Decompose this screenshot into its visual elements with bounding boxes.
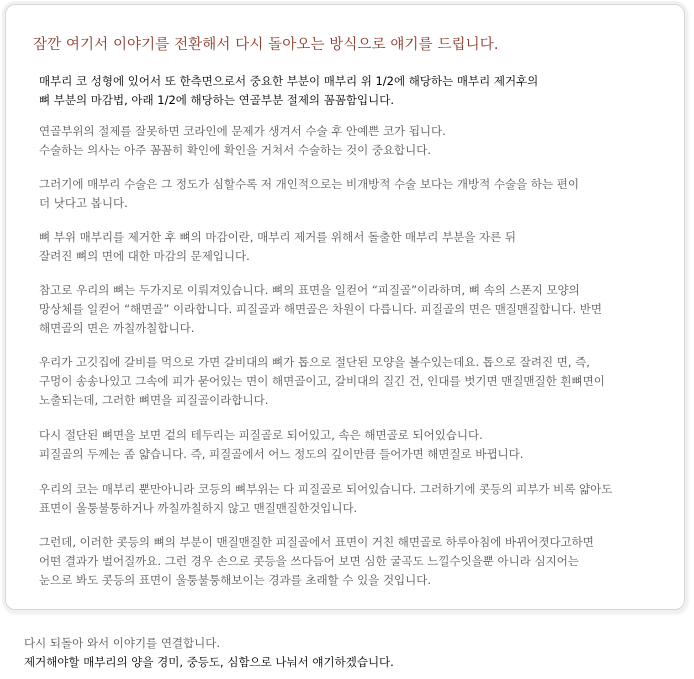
- paragraph-line: 노출되는데, 그러한 뼈면을 피질골이라합니다.: [39, 393, 269, 407]
- paragraph-rib-example: [39, 353, 605, 410]
- paragraph-line: 해면골의 면은 까칠까칠합니다.: [39, 321, 195, 335]
- paragraph-consequence: [39, 533, 594, 590]
- paragraph-line: 그런데, 이러한 콧등의 뼈의 부분이 맨질맨질한 피질골에서 표면이 거친 해면골로 하루아침에 바뀌어졋다고하면: [39, 535, 594, 549]
- paragraph-line: 망상체를 일컫어 “해면골” 이라합니다. 피질골과 해면골은 차원이 다릅니다. 피질골의 면은 맨질맨질합니다. 반면: [39, 302, 602, 316]
- paragraph-line: 다시 절단된 뼈면을 보면 겉의 테두리는 피질골로 되어있고, 속은 해면골로 되어있습니다.: [39, 428, 483, 442]
- paragraph-line: 잘려진 뼈의 면에 대한 마감의 문제입니다.: [39, 249, 250, 263]
- paragraph-line: 더 낫다고 봅니다.: [39, 196, 128, 210]
- paragraph-line: 우리가 고깃집에 갈비를 먹으로 가면 갈비대의 뼈가 톱으로 절단된 모양을 볼수있는데요. 톱으로 잘려진 면, 즉,: [39, 355, 590, 369]
- paragraph-line: 어떤 결과가 벌어질까요. 그런 경우 손으로 콧등을 쓰다듬어 보면 심한 굴곡도 느낄수잇을뿐 아니라 심지어는: [39, 554, 579, 568]
- paragraph-cartilage-resection: [39, 122, 446, 160]
- intro-line: 뼈 부분의 마감법, 아래 1/2에 해당하는 연골부분 절제의 꼼꼼함입니다.: [39, 93, 395, 107]
- card-title: 잠깐 여기서 이야기를 전환해서 다시 돌아오는 방식으로 얘기를 드립니다.: [33, 37, 499, 53]
- paragraph-line: 연골부위의 절제를 잘못하면 코라인에 문제가 생겨서 수술 후 안예쁜 코가 됩니다.: [39, 124, 446, 138]
- paragraph-nasal-bone: [39, 480, 612, 518]
- paragraph-line: 수술하는 의사는 아주 꼼꼼히 확인에 확인을 거쳐서 수술하는 것이 중요합니다.: [39, 143, 432, 157]
- paragraph-line: 구멍이 송송나있고 그속에 피가 묻어있는 면이 해면골이고, 갈비대의 질긴 건, 인대를 벗기면 맨질맨질한 흰뼈면이: [39, 374, 605, 388]
- content-card: [5, 4, 685, 610]
- paragraph-line: 참고로 우리의 뼈는 두가지로 이뤄져있습니다. 뼈의 표면을 일컫어 “피질골”이라하며, 뼈 속의 스폰지 모양의: [39, 283, 580, 297]
- paragraph-cut-surface: [39, 426, 523, 464]
- footer-line-summary: 제거해야할 매부리의 양을 경미, 중등도, 심함으로 나눠서 얘기하겠습니다.: [24, 655, 394, 669]
- paragraph-line: 눈으로 봐도 콧등의 표면이 울퉁불퉁해보이는 경과를 초래할 수 있을 것입니다.: [39, 573, 432, 587]
- paragraph-open-surgery: [39, 175, 579, 213]
- paragraph-line: 그러기에 매부리 수술은 그 정도가 심할수록 저 개인적으로는 비개방적 수술 보다는 개방적 수술을 하는 편이: [39, 177, 579, 191]
- intro-line: 매부리 코 성형에 있어서 또 한측면으로서 중요한 부분이 매부리 위 1/2에 해당하는 매부리 제거후의: [39, 74, 539, 88]
- paragraph-line: 피질골의 두께는 좀 얇습니다. 즉, 피질골에서 어느 정도의 깊이만큼 들어가면 해면질로 바뀝니다.: [39, 447, 524, 461]
- intro-paragraph: [39, 72, 538, 110]
- paragraph-bone-finishing: [39, 228, 516, 266]
- paragraph-line: 표면이 울퉁불퉁하거나 까칠까칠하지 않고 맨질맨질한것입니다.: [39, 501, 358, 515]
- footer-text: [24, 634, 394, 672]
- paragraph-line: 뼈 부위 매부리를 제거한 후 뼈의 마감이란, 매부리 제거를 위해서 돌출한 매부리 부분을 자른 뒤: [39, 230, 516, 244]
- paragraph-line: 우리의 코는 매부리 뿐만아니라 코등의 뼈부위는 다 피질골로 되어있습니다. 그러하기에 콧등의 피부가 비록 얇아도: [39, 482, 613, 496]
- footer-line-transition: 다시 되돌아 와서 이야기를 연결합니다.: [24, 636, 221, 650]
- paragraph-bone-types: [39, 281, 602, 338]
